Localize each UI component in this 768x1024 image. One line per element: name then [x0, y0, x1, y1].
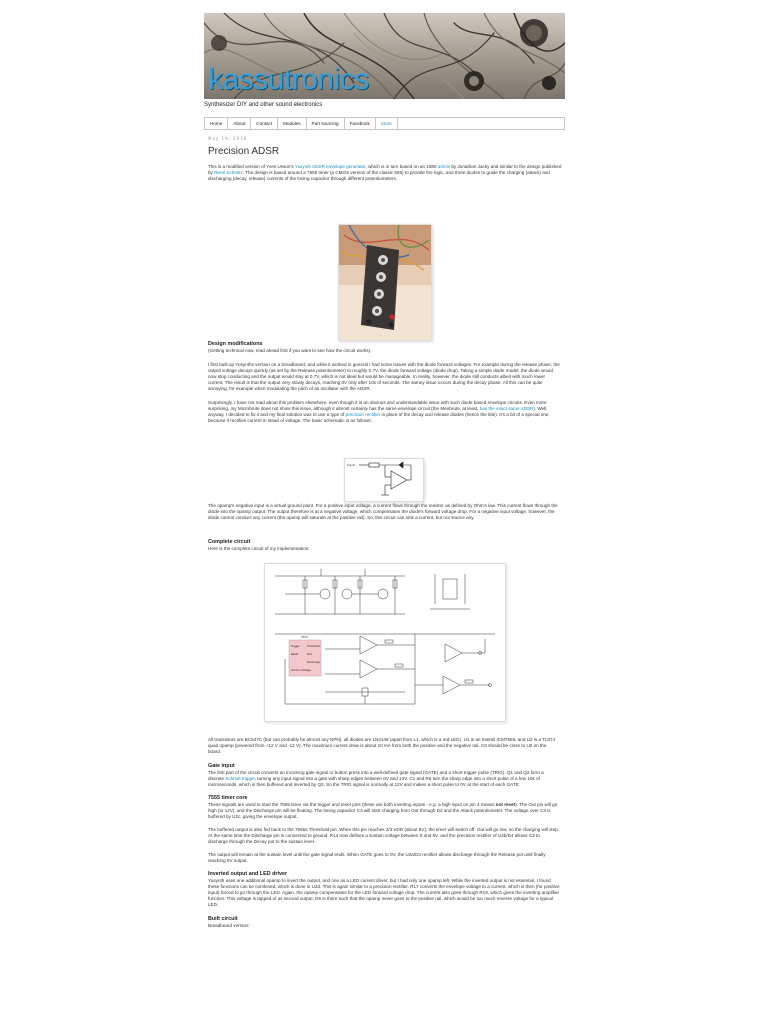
gate-text-2: , turning any input signal into a gate with sharp edges between 0V and 12V. C1 and R6 turn the sharp edge into a short pulse of a few 10s of microseconds, which is then buffered and inverted by Q3. So the TRIG signal is normally at 12V and makes a short pulse to 0V at the start of each GATE. [208, 776, 540, 787]
basic-schematic-image[interactable] [344, 458, 424, 502]
header-banner[interactable] [204, 13, 565, 99]
nav-tabs [204, 117, 565, 130]
design-paragraph-3 [208, 400, 560, 424]
timer-text-1: These signals are used to start the 7555 timer via the trigger and reset pins (these are both inverting inputs - e.g. a high input on pin 4 means [208, 802, 496, 807]
module-photo-image [339, 225, 431, 340]
precision-rectifier-link[interactable]: precision rectifier [345, 412, 381, 417]
timer-text-2: ). The Out pin will go high (to 12V), and the Discharge pin will be floating. The timing capacitor C3 will start charging from Out through D2 and the Attack potentiometer. The voltage over C3 is buffered by U2c, giving the envelope output. [208, 802, 558, 819]
design-p3-text-1: Surprisingly, I have not read about this problem elsewhere, even though it is an obvious and understandable issue with such diode based envelope circuits. Even more surprising, my Microbrute does not show this issue, although it almost certainly has the same envelope circuit (the Menbrute, at least, [208, 400, 547, 411]
inverted-output-heading: Inverted output and LED driver [208, 871, 288, 877]
complete-schematic [265, 564, 505, 721]
intro-text-1: This is a modified version of Yves Usson's [208, 164, 295, 169]
blog-tagline: Synthesizer DIY and other sound electronics [204, 102, 323, 108]
timer-paragraph-2: The buffered output is also fed back to the 7555s Threshold pin. When this pin reaches 2/3 VDD (about 8V), the timer will switch off. Out will go low, so the charging will stop. At the same time the Discharge pin is connected to ground. R14 now defines a sustain voltage between 0 and 8V, and the precision rectifier of U2b/D4 allows C3 to discharge through the Decay pot to the sustain level. [208, 827, 560, 844]
opamp-explanation [208, 503, 560, 521]
tab-store[interactable]: Store [376, 118, 398, 129]
tab-about[interactable]: About [228, 118, 251, 129]
intro-paragraph [208, 164, 565, 182]
complete-circuit-section [208, 539, 560, 552]
schmitt-trigger-link[interactable]: Schmitt trigger [225, 776, 255, 781]
tab-facebook[interactable]: Facebook [345, 118, 376, 129]
complete-circuit-paragraph-1: Here is the complete circuit of my implementation: [208, 546, 310, 551]
adsr-module-photo[interactable] [338, 224, 432, 341]
intro-text-4: . The design is based around a 7555 timer (a CMOS version of the classic 555) to provide the logic, and three diodes to guide the charging (attack) and discharging (decay, release) currents of the timing capacitor through different potentiometers. [208, 170, 550, 181]
built-circuit-paragraph: Breadboard version: [208, 923, 250, 928]
complete-circuit-paragraph-2: All transistors are BC547C (but can probably be almost any NPN), all diodes are 1N4148 (apart from L1, which is a red LED). U1 is an Intersil ICM7555, and U2 is a TL074 quad opamp (powered from +12 V and -12 V). The maximum current draw is about 10 mA from both the positive and the negative rail. C6 should be close to U2 on the board. [208, 737, 556, 754]
design-section [208, 341, 560, 424]
u1-label: 7555 [301, 636, 308, 639]
design-p3-text-2: ). Well, anyway, I decided to fix it and my final solution was to use a type of [208, 406, 548, 417]
article-link[interactable]: article [437, 164, 451, 169]
blog-post [204, 136, 565, 182]
gate-input-heading: Gate input [208, 763, 235, 769]
post-date: May 19, 2016 [208, 136, 248, 141]
design-paragraph-2: I first built up Yusynths version on a breadboard, and while it worked in general I had some issues with the diode forward voltages. For example during the release phase, the output voltage decays quickly (as set by the Release potentiometer) to roughly 0.7V, the diode forward voltage (diode drop). Taking a simple diode model, the diode would now stop conducting and the output would stay at 0.7V, which is not ideal but would be manageable. In reality, however, the diode still conducts albeit with much lower current. The result is that the output very slowly decays, reaching 0V only after 10s of seconds. The samey issue occurs during the decay phase. All this can be quite annoying, for example when modulating the pitch of an oscillator with the ADSR. [208, 362, 560, 391]
tab-contact[interactable]: Contact [251, 118, 278, 129]
tab-modules[interactable]: Modules [278, 118, 306, 129]
post-body-lower [208, 737, 560, 929]
design-heading: Design modifications [208, 341, 263, 347]
gate-text-1: The first part of the circuit converts an incoming gate signal or button press into a well-defined gate signal (GATE) and a short trigger pulse (TRIG). Q1 and Q2 form a discrete [208, 770, 544, 781]
u1-pin-discharge: Discharge [307, 661, 320, 664]
post-title[interactable]: Precision ADSR [208, 146, 280, 157]
precision-rectifier-schematic [345, 459, 423, 501]
intro-text-3: by Jonathan Jacky and similar to the design published by [208, 164, 562, 175]
tab-part-sourcing[interactable]: Part sourcing [307, 118, 345, 129]
intro-text-2: , which is in turn based on an 1980 [365, 164, 438, 169]
exact-same-adsr-link[interactable]: has the exact same ADSR [479, 406, 534, 411]
design-p3-text-3: in place of the decay and release diodes (hence the title). It's a bit of a special one, because it rectifies current in stead of voltage. The basic schematic is as follows: [208, 412, 550, 423]
timer-paragraph-1 [208, 802, 560, 820]
complete-circuit-heading: Complete circuit [208, 539, 251, 545]
u1-pin-out: Out [307, 653, 312, 656]
blog-container [204, 13, 565, 182]
design-paragraph-1: (Getting technical now, read ahead first if you want to see how the circuit works). [208, 348, 372, 353]
u1-pin-threshold: Threshold [307, 645, 320, 648]
gate-input-paragraph [208, 770, 560, 788]
u1-pin-control-voltage: Control Voltage [291, 669, 311, 672]
built-circuit-heading: Built circuit [208, 916, 238, 922]
timer-paragraph-3: The output will remain at the sustain level until the gate signal ends. When GATE goes to 0V, the U2a/D3 rectifier allows discharge through the Release pot until finally reaching 0V output. [208, 852, 546, 863]
timer-core-heading: 7555 timer core [208, 795, 248, 801]
yusynth-adsr-link[interactable]: Yusynth ADSR envelope generator [294, 164, 366, 169]
rene-schmitz-link[interactable]: René Schmitz [214, 170, 243, 175]
schematic-input-label: Input [347, 463, 355, 467]
inverted-output-paragraph: Yusynth uses one additional opamp to invert the output, and one as a LED current driver, but I had only one opamp left. While the inverted output is not essential, I found these functions can be combined, which is done in U2d. This is again similar to a precision rectifier. R17 converts the envelope voltage to a current, which is then (for positive input) forced to go through the LED. Again, the opamp compensates for the LED forward voltage drop. The current also goes through R19, which gives the inverting amplifier function. This voltage is tapped of as second output. D6 is there such that the opamp never goes to the positive rail, which would be too much reverse voltage for a typical LED. [208, 878, 560, 907]
blog-title[interactable]: kassutronics [208, 63, 369, 96]
design-paragraph-4: The opamp's negative input is a virtual ground point. For a positive input voltage, a current flows through the resistor as defined by Ohm's law. This current flows through the diode into the opamp output. The output therefore is at a negative voltage, which compensates the diode's forward voltage drop. For a negative input voltage, however, the diode cannot conduct any current (the opamp will saturate at the positive rail). So, this circuit can sink a current, but not source any. [208, 503, 558, 520]
not-reset-bold: not reset [495, 802, 516, 807]
u1-pin-trigger: Trigger [291, 645, 300, 648]
u1-pin-reset: Reset [291, 653, 299, 656]
tab-home[interactable]: Home [205, 118, 228, 129]
complete-schematic-image[interactable] [264, 563, 506, 722]
